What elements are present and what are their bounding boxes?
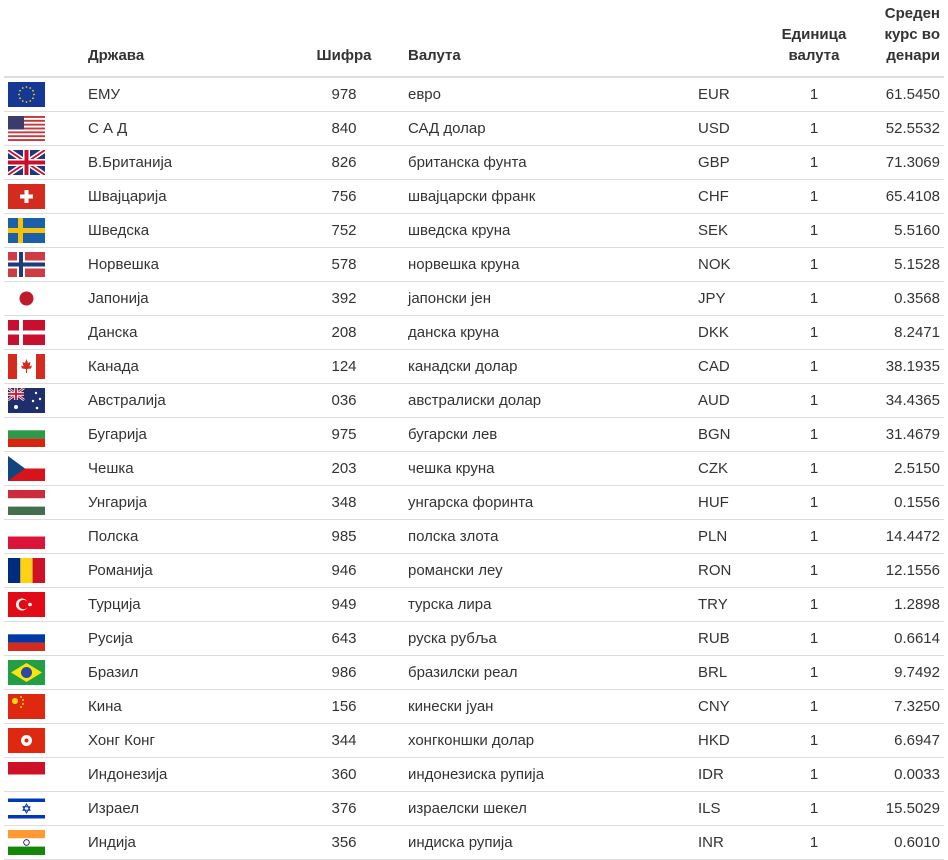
country-cell: С А Д	[84, 112, 284, 146]
table-row	[4, 384, 944, 418]
currency-cell: индиска рупија	[404, 826, 694, 860]
table-row	[4, 214, 944, 248]
iso-cell: JPY	[694, 282, 764, 316]
header-flag	[4, 0, 84, 77]
currency-cell: норвешка круна	[404, 248, 694, 282]
flag-cell	[4, 690, 84, 724]
rate-cell: 31.4679	[864, 418, 944, 452]
table-row	[4, 180, 944, 214]
currency-cell: британска фунта	[404, 146, 694, 180]
currency-cell: австралиски долар	[404, 384, 694, 418]
rate-cell: 65.4108	[864, 180, 944, 214]
header-rate-line2: курс во	[884, 26, 940, 43]
rate-cell: 1.2898	[864, 588, 944, 622]
code-cell: 344	[284, 724, 404, 758]
country-cell: Кина	[84, 690, 284, 724]
table-row	[4, 588, 944, 622]
flag-cell	[4, 180, 84, 214]
rate-cell: 5.1528	[864, 248, 944, 282]
country-cell: Турција	[84, 588, 284, 622]
hk-flag-icon	[8, 728, 45, 753]
currency-cell: турска лира	[404, 588, 694, 622]
unit-cell: 1	[764, 282, 864, 316]
iso-cell: CNY	[694, 690, 764, 724]
table-header-row	[4, 0, 944, 77]
rate-cell: 8.2471	[864, 316, 944, 350]
rate-cell: 7.3250	[864, 690, 944, 724]
rate-cell: 61.5450	[864, 77, 944, 112]
rate-cell: 5.5160	[864, 214, 944, 248]
iso-cell: HUF	[694, 486, 764, 520]
country-cell: Индонезија	[84, 758, 284, 792]
eu-flag-icon	[8, 82, 45, 107]
unit-cell: 1	[764, 77, 864, 112]
unit-cell: 1	[764, 520, 864, 554]
iso-cell: RON	[694, 554, 764, 588]
rate-cell: 0.6614	[864, 622, 944, 656]
pl-flag-icon	[8, 524, 45, 549]
country-cell: Хонг Конг	[84, 724, 284, 758]
header-rate	[864, 0, 944, 77]
iso-cell: BGN	[694, 418, 764, 452]
currency-cell: бразилски реал	[404, 656, 694, 690]
ca-flag-icon	[8, 354, 45, 379]
table-row	[4, 146, 944, 180]
no-flag-icon	[8, 252, 45, 277]
currency-cell: унгарска форинта	[404, 486, 694, 520]
code-cell: 985	[284, 520, 404, 554]
in-flag-icon	[8, 830, 45, 855]
iso-cell: EUR	[694, 77, 764, 112]
flag-cell	[4, 146, 84, 180]
country-cell: ЕМУ	[84, 77, 284, 112]
code-cell: 946	[284, 554, 404, 588]
jp-flag-icon	[8, 286, 45, 311]
iso-cell: RUB	[694, 622, 764, 656]
table-row	[4, 486, 944, 520]
code-cell: 840	[284, 112, 404, 146]
unit-cell: 1	[764, 554, 864, 588]
country-cell: Израел	[84, 792, 284, 826]
header-currency: Валута	[404, 0, 694, 77]
code-cell: 578	[284, 248, 404, 282]
code-cell: 360	[284, 758, 404, 792]
table-body	[4, 77, 944, 860]
iso-cell: TRY	[694, 588, 764, 622]
currency-cell: САД долар	[404, 112, 694, 146]
unit-cell: 1	[764, 452, 864, 486]
table-row	[4, 622, 944, 656]
flag-cell	[4, 384, 84, 418]
currency-cell: чешка круна	[404, 452, 694, 486]
country-cell: Чешка	[84, 452, 284, 486]
unit-cell: 1	[764, 418, 864, 452]
iso-cell: NOK	[694, 248, 764, 282]
code-cell: 156	[284, 690, 404, 724]
flag-cell	[4, 758, 84, 792]
iso-cell: USD	[694, 112, 764, 146]
table-row	[4, 758, 944, 792]
flag-cell	[4, 248, 84, 282]
br-flag-icon	[8, 660, 45, 685]
flag-cell	[4, 77, 84, 112]
header-unit-line1: Единица	[781, 26, 847, 43]
code-cell: 124	[284, 350, 404, 384]
flag-cell	[4, 588, 84, 622]
code-cell: 392	[284, 282, 404, 316]
table-row	[4, 792, 944, 826]
country-cell: Шведска	[84, 214, 284, 248]
rate-cell: 71.3069	[864, 146, 944, 180]
exchange-rate-table	[4, 0, 944, 860]
table-row	[4, 452, 944, 486]
table-row	[4, 418, 944, 452]
code-cell: 975	[284, 418, 404, 452]
au-flag-icon	[8, 388, 45, 413]
unit-cell: 1	[764, 758, 864, 792]
ro-flag-icon	[8, 558, 45, 583]
unit-cell: 1	[764, 112, 864, 146]
currency-cell: индонезиска рупија	[404, 758, 694, 792]
unit-cell: 1	[764, 826, 864, 860]
code-cell: 826	[284, 146, 404, 180]
rate-cell: 14.4472	[864, 520, 944, 554]
iso-cell: BRL	[694, 656, 764, 690]
flag-cell	[4, 622, 84, 656]
iso-cell: INR	[694, 826, 764, 860]
table-row	[4, 112, 944, 146]
header-country: Држава	[84, 0, 284, 77]
unit-cell: 1	[764, 588, 864, 622]
flag-cell	[4, 724, 84, 758]
code-cell: 978	[284, 77, 404, 112]
header-rate-line1: Среден	[884, 5, 940, 22]
code-cell: 376	[284, 792, 404, 826]
unit-cell: 1	[764, 146, 864, 180]
unit-cell: 1	[764, 656, 864, 690]
code-cell: 752	[284, 214, 404, 248]
cn-flag-icon	[8, 694, 45, 719]
code-cell: 348	[284, 486, 404, 520]
iso-cell: CZK	[694, 452, 764, 486]
table-row	[4, 826, 944, 860]
us-flag-icon	[8, 116, 45, 141]
rate-cell: 2.5150	[864, 452, 944, 486]
rate-cell: 52.5532	[864, 112, 944, 146]
table-row	[4, 520, 944, 554]
code-cell: 203	[284, 452, 404, 486]
country-cell: Норвешка	[84, 248, 284, 282]
flag-cell	[4, 316, 84, 350]
table-row	[4, 316, 944, 350]
rate-cell: 38.1935	[864, 350, 944, 384]
country-cell: Канада	[84, 350, 284, 384]
flag-cell	[4, 350, 84, 384]
rate-cell: 34.4365	[864, 384, 944, 418]
country-cell: Полска	[84, 520, 284, 554]
country-cell: Бугарија	[84, 418, 284, 452]
currency-cell: шведска круна	[404, 214, 694, 248]
flag-cell	[4, 554, 84, 588]
iso-cell: ILS	[694, 792, 764, 826]
dk-flag-icon	[8, 320, 45, 345]
currency-cell: хонгконшки долар	[404, 724, 694, 758]
rate-cell: 0.6010	[864, 826, 944, 860]
code-cell: 756	[284, 180, 404, 214]
iso-cell: DKK	[694, 316, 764, 350]
code-cell: 208	[284, 316, 404, 350]
iso-cell: CHF	[694, 180, 764, 214]
currency-cell: романски леу	[404, 554, 694, 588]
currency-cell: швајцарски франк	[404, 180, 694, 214]
currency-cell: бугарски лев	[404, 418, 694, 452]
currency-cell: руска рубља	[404, 622, 694, 656]
currency-cell: јапонски јен	[404, 282, 694, 316]
table-row	[4, 554, 944, 588]
rate-cell: 0.1556	[864, 486, 944, 520]
cz-flag-icon	[8, 456, 45, 481]
country-cell: Романија	[84, 554, 284, 588]
iso-cell: HKD	[694, 724, 764, 758]
currency-cell: данска круна	[404, 316, 694, 350]
se-flag-icon	[8, 218, 45, 243]
table-row	[4, 690, 944, 724]
flag-cell	[4, 418, 84, 452]
unit-cell: 1	[764, 316, 864, 350]
table-row	[4, 350, 944, 384]
currency-cell: канадски долар	[404, 350, 694, 384]
table-row	[4, 77, 944, 112]
bg-flag-icon	[8, 422, 45, 447]
ru-flag-icon	[8, 626, 45, 651]
country-cell: В.Британија	[84, 146, 284, 180]
rate-cell: 0.3568	[864, 282, 944, 316]
hu-flag-icon	[8, 490, 45, 515]
country-cell: Данска	[84, 316, 284, 350]
rate-cell: 0.0033	[864, 758, 944, 792]
flag-cell	[4, 282, 84, 316]
iso-cell: SEK	[694, 214, 764, 248]
currency-cell: израелски шекел	[404, 792, 694, 826]
flag-cell	[4, 826, 84, 860]
country-cell: Јапонија	[84, 282, 284, 316]
table-row	[4, 656, 944, 690]
iso-cell: AUD	[694, 384, 764, 418]
ch-flag-icon	[8, 184, 45, 209]
iso-cell: CAD	[694, 350, 764, 384]
id-flag-icon	[8, 762, 45, 787]
table-row	[4, 248, 944, 282]
flag-cell	[4, 520, 84, 554]
unit-cell: 1	[764, 792, 864, 826]
header-code: Шифра	[284, 0, 404, 77]
flag-cell	[4, 112, 84, 146]
iso-cell: IDR	[694, 758, 764, 792]
rate-cell: 15.5029	[864, 792, 944, 826]
flag-cell	[4, 792, 84, 826]
currency-cell: кинески јуан	[404, 690, 694, 724]
table-row	[4, 282, 944, 316]
unit-cell: 1	[764, 724, 864, 758]
country-cell: Бразил	[84, 656, 284, 690]
country-cell: Унгарија	[84, 486, 284, 520]
flag-cell	[4, 452, 84, 486]
il-flag-icon	[8, 796, 45, 821]
header-unit	[764, 0, 864, 77]
flag-cell	[4, 486, 84, 520]
table-row	[4, 724, 944, 758]
rate-cell: 9.7492	[864, 656, 944, 690]
gb-flag-icon	[8, 150, 45, 175]
country-cell: Швајцарија	[84, 180, 284, 214]
iso-cell: PLN	[694, 520, 764, 554]
code-cell: 643	[284, 622, 404, 656]
unit-cell: 1	[764, 248, 864, 282]
code-cell: 036	[284, 384, 404, 418]
header-rate-line3: денари	[886, 47, 940, 64]
code-cell: 949	[284, 588, 404, 622]
currency-cell: евро	[404, 77, 694, 112]
unit-cell: 1	[764, 486, 864, 520]
unit-cell: 1	[764, 214, 864, 248]
code-cell: 356	[284, 826, 404, 860]
unit-cell: 1	[764, 350, 864, 384]
country-cell: Русија	[84, 622, 284, 656]
rate-cell: 12.1556	[864, 554, 944, 588]
country-cell: Австралија	[84, 384, 284, 418]
tr-flag-icon	[8, 592, 45, 617]
rate-cell: 6.6947	[864, 724, 944, 758]
unit-cell: 1	[764, 384, 864, 418]
unit-cell: 1	[764, 690, 864, 724]
unit-cell: 1	[764, 180, 864, 214]
currency-cell: полска злота	[404, 520, 694, 554]
header-unit-line2: валута	[788, 47, 840, 64]
country-cell: Индија	[84, 826, 284, 860]
flag-cell	[4, 656, 84, 690]
flag-cell	[4, 214, 84, 248]
code-cell: 986	[284, 656, 404, 690]
header-iso	[694, 0, 764, 77]
iso-cell: GBP	[694, 146, 764, 180]
unit-cell: 1	[764, 622, 864, 656]
